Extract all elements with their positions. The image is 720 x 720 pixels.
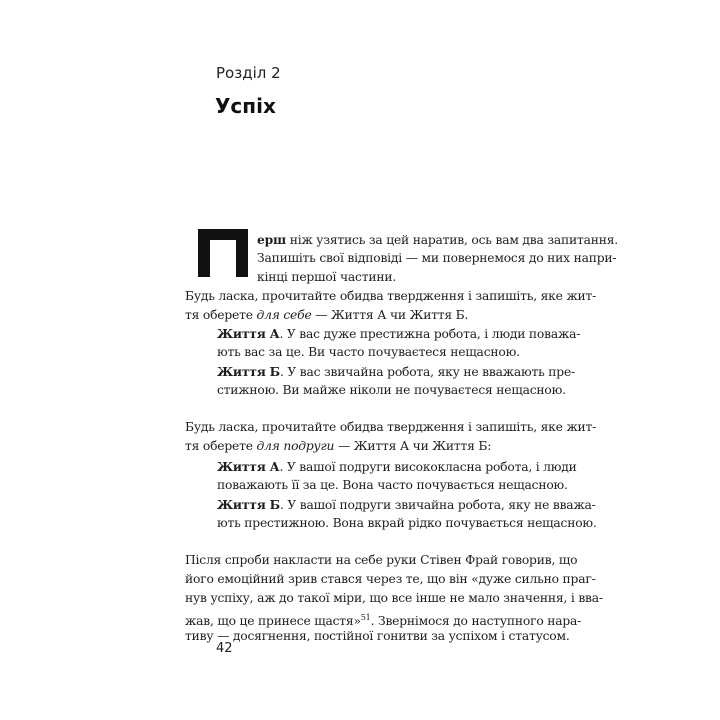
page-number: 42 xyxy=(216,641,233,656)
quote1-line xyxy=(217,324,581,344)
text: . Звернімося до наступного нара- xyxy=(370,614,582,628)
text: . У вашої подруги висококласна робота, і люди xyxy=(279,460,577,474)
text: — Життя А чи Життя Б. xyxy=(311,308,469,322)
quote2-line xyxy=(217,495,596,515)
quote2-line: ють престижною. Вона вкрай рідко почувається нещасною. xyxy=(217,516,597,530)
text: ніж узятись за цей наратив, ось вам два запитання. xyxy=(286,233,618,247)
life-b-label: Життя Б xyxy=(217,497,280,512)
text: — Життя А чи Життя Б: xyxy=(334,439,492,453)
para3-line: нув успіху, аж до такої міри, що все інше не мало значення, і вва- xyxy=(185,591,603,605)
para2-line xyxy=(185,437,540,456)
chapter-label: Розділ 2 xyxy=(216,64,281,82)
text: . У вас звичайна робота, яку не вважають пре- xyxy=(279,365,575,379)
para3-line: Після спроби накласти на себе руки Стівен Фрай говорив, що xyxy=(185,553,578,567)
emphasis: для себе xyxy=(256,308,312,322)
quote1-line: ють вас за це. Ви часто почуваєтеся нещасною. xyxy=(217,345,520,359)
para3-line: тиву — досягнення, постійної гонитви за успіхом і статусом. xyxy=(185,629,570,643)
intro-line: Запишіть свої відповіді — ми повернемося до них напри- xyxy=(257,251,617,265)
life-a-label: Життя А xyxy=(217,326,280,341)
chapter-title: Успіх xyxy=(215,94,276,118)
footnote-ref[interactable]: 51 xyxy=(360,613,371,622)
quote2-line xyxy=(217,457,577,477)
text: тя оберете xyxy=(185,439,257,453)
quote2-line: поважають її за це. Вона часто почувається нещасною. xyxy=(217,478,568,492)
text: . У вас дуже престижна робота, і люди поважа- xyxy=(279,327,581,341)
lead-in-bold: ерш xyxy=(257,232,287,247)
intro-line: Будь ласка, прочитайте обидва твердження і запишіть, яке жит- xyxy=(185,289,597,303)
quote1-line: стижною. Ви майже ніколи не почуваєтеся нещасною. xyxy=(217,383,566,397)
text: тя оберете xyxy=(185,308,257,322)
intro-line: кінці першої частини. xyxy=(257,270,397,284)
quote1-line xyxy=(217,362,575,382)
intro-line xyxy=(185,306,540,325)
text: жав, що це принесе щастя» xyxy=(185,614,361,628)
life-a-label: Життя А xyxy=(217,459,280,474)
para2-line: Будь ласка, прочитайте обидва твердження і запишіть, яке жит- xyxy=(185,420,597,434)
emphasis: для подруги xyxy=(256,439,335,453)
text: . У вашої подруги звичайна робота, яку не вважа- xyxy=(279,498,596,512)
drop-cap-letter xyxy=(198,229,248,277)
intro-line xyxy=(257,230,618,250)
life-b-label: Життя Б xyxy=(217,364,280,379)
para3-line: його емоційний зрив стався через те, що він «дуже сильно праг- xyxy=(185,572,596,586)
